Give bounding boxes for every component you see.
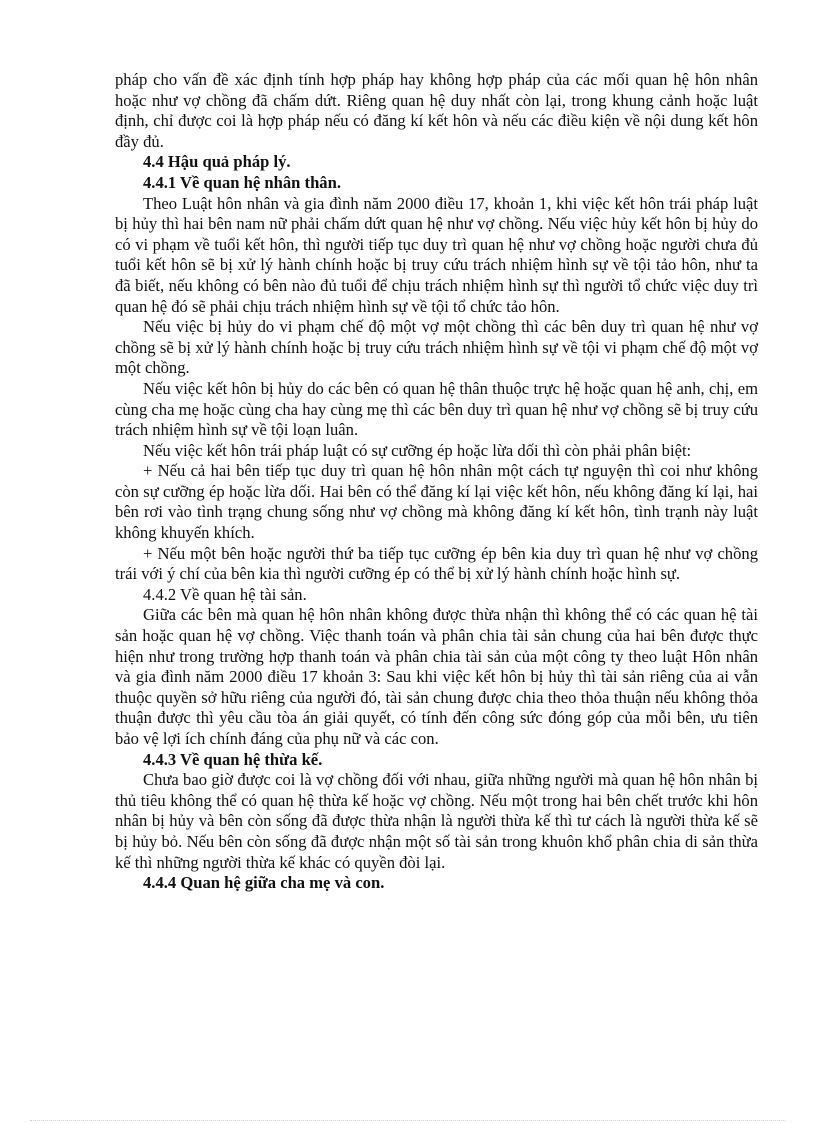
page-bottom-divider [30, 1120, 786, 1121]
subsection-heading-inheritance: 4.4.3 Về quan hệ thừa kế. [143, 749, 323, 769]
subsection-heading-property-relations: 4.4.2 Về quan hệ tài sản. [143, 584, 307, 604]
document-page [115, 70, 758, 894]
list-item-voluntary-continuation: + Nếu cả hai bên tiếp tục duy trì quan hệ hôn nhân một cách tự nguyện thì coi như không còn sự cưỡng ép hoặc lừa dối. Hai bên có thể đăng kí lại việc kết hôn, nếu không đăng kí lại, hai bên rơi vào tình trạng chung sống như vợ chồng mà không đăng kí kết hôn, tình trạnh này luật không khuyến khích. [115, 461, 758, 543]
subsection-heading-personal-relations: 4.4.1 Về quan hệ nhân thân. [143, 172, 341, 192]
subsection-heading-parent-child: 4.4.4 Quan hệ giữa cha mẹ và con. [143, 873, 385, 893]
paragraph-property-division: Giữa các bên mà quan hệ hôn nhân không được thừa nhận thì không thể có các quan hệ tài sản hoặc quan hệ vợ chồng. Việc thanh toán và phân chia tài sản chung của hai bên được thực hiện như trong trường hợp thanh toán và phân chia tài sản của một công ty theo luật Hôn nhân và gia đình năm 2000 điều 17 khoản 3: Sau khi việc kết hôn bị hủy thì tài sản riêng của ai vẫn thuộc quyền sở hữu riêng của người đó, tài sản chung được chia theo thỏa thuận nếu không thỏa thuận được thì yêu cầu tòa án giải quyết, có tính đến công sức đóng góp của mỗi bên, ưu tiên bảo vệ lợi ích chính đáng của phụ nữ và các con. [115, 605, 758, 748]
paragraph-monogamy-violation: Nếu việc bị hủy do vi phạm chế độ một vợ một chồng thì các bên duy trì quan hệ như vợ chồng sẽ bị xử lý hành chính hoặc bị truy cứu trách nhiệm hình sự về tội vi phạm chế độ một vợ một chồng. [115, 317, 758, 378]
paragraph-age-violation: Theo Luật hôn nhân và gia đình năm 2000 điều 17, khoản 1, khi việc kết hôn trái pháp luật bị hủy thì hai bên nam nữ phải chấm dứt quan hệ như vợ chồng. Nếu việc hủy kết hôn bị hủy do có vi phạm về tuổi kết hôn, thì người tiếp tục duy trì quan hệ như vợ chồng hoặc người chưa đủ tuổi kết hôn sẽ bị xử lý hành chính hoặc bị truy cứu trách nhiệm hình sự về tội tảo hôn, như ta đã biết, nếu không có bên nào đủ tuổi để chịu trách nhiệm hình sự thì người tổ chức việc duy trì quan hệ đó sẽ phải chịu trách nhiệm hình sự về tội tổ chức tảo hôn. [115, 193, 758, 316]
list-item-continued-coercion: + Nếu một bên hoặc người thứ ba tiếp tục cưỡng ép bên kia duy trì quan hệ như vợ chồng trái với ý chí của bên kia thì người cưỡng ép có thể bị xử lý hành chính hoặc hình sự. [115, 543, 758, 584]
paragraph-inheritance: Chưa bao giờ được coi là vợ chồng đối với nhau, giữa những người mà quan hệ hôn nhân bị thủ tiêu không thể có quan hệ thừa kế hoặc vợ chồng. Nếu một trong hai bên chết trước khi hôn nhân bị hủy và bên còn sống đã được thừa nhận là người thừa kế thì tư cách là người thừa kế sẽ bị hủy bỏ. Nếu bên còn sống đã được nhận một số tài sản trong khuôn khổ phân chia di sản thừa kế thì những người thừa kế khác có quyền đòi lại. [115, 770, 758, 872]
section-heading-legal-consequences: 4.4 Hậu quả pháp lý. [143, 152, 291, 172]
paragraph-coercion-intro: Nếu việc kết hôn trái pháp luật có sự cưỡng ép hoặc lừa dối thì còn phải phân biệt: [143, 440, 692, 460]
paragraph-kinship-violation: Nếu việc kết hôn bị hủy do các bên có quan hệ thân thuộc trực hệ hoặc quan hệ anh, chị, em cùng cha mẹ hoặc cùng cha hay cùng mẹ thì các bên duy trì quan hệ như vợ chồng sẽ bị truy cứu trách nhiệm hình sự về tội loạn luân. [115, 378, 758, 440]
paragraph-intro-continuation: pháp cho vấn đề xác định tính hợp pháp hay không hợp pháp của các mối quan hệ hôn nhân hoặc như vợ chồng đã chấm dứt. Riêng quan hệ duy nhất còn lại, trong khung cảnh hoặc luật định, chỉ được coi là hợp pháp nếu có đăng kí kết hôn và nếu các điều kiện về nội dung kết hôn đầy đủ. [115, 70, 758, 151]
